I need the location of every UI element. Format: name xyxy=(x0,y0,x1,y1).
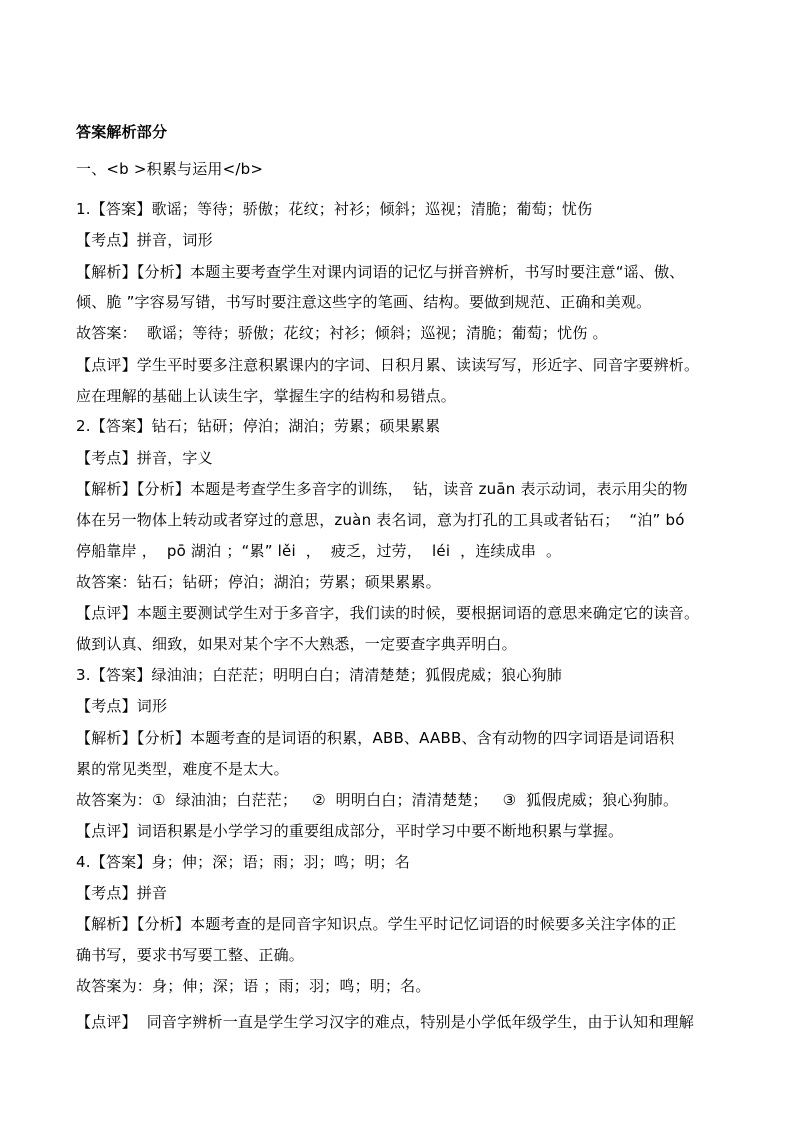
text-line: 倾、脆 ”字容易写错，书写时要注意这些字的笔画、结构。要做到规范、正确和美观。 xyxy=(76,293,652,311)
text-line: 【点评】词语积累是小学学习的重要组成部分，平时学习中要不断地积累与掌握。 xyxy=(76,822,624,840)
text-line: 1.【答案】歌谣；等待；骄傲；花纹；衬衫；倾斜；巡视；清脆；葡萄；忧伤 xyxy=(76,200,593,218)
section-heading: 一、<b >积累与运用</b> xyxy=(76,160,264,178)
text-line: 3.【答案】绿油油；白茫茫；明明白白；清清楚楚；狐假虎威；狼心狗肺 xyxy=(76,666,562,684)
text-line: 故答案： 歌谣；等待；骄傲；花纹；衬衫；倾斜；巡视；清脆；葡萄；忧伤 。 xyxy=(76,324,608,342)
text-line: 【点评】本题主要测试学生对于多音字，我们读的时候，要根据词语的意思来确定它的读音。 xyxy=(76,604,700,622)
text-line: 故答案为：① 绿油油；白茫茫； ② 明明白白；清清楚楚； ③ 狐假虎威；狼心狗肺。 xyxy=(76,791,679,809)
text-line: 【解析】【分析】本题考查的是词语的积累，ABB、AABB、含有动物的四字词语是词语积 xyxy=(76,729,675,747)
text-line: 【点评】 同音字辨析一直是学生学习汉字的难点，特别是小学低年级学生，由于认知和理解 xyxy=(76,1013,694,1031)
text-line: 【解析】【分析】本题主要考查学生对课内词语的记忆与拼音辨析，书写时要注意“谣、傲、 xyxy=(76,263,685,281)
text-line: 【解析】【分析】本题是考查学生多音字的训练， 钻，读音 zuān 表示动词，表示用尖的物 xyxy=(76,480,688,498)
text-line: 故答案为：身；伸；深；语 ；雨；羽；鸣；明；名。 xyxy=(76,977,431,995)
text-line: 应在理解的基础上认读生字，掌握生字的结构和易错点。 xyxy=(76,387,457,405)
text-line: 确书写，要求书写要工整、正确。 xyxy=(76,946,305,964)
text-line: 2.【答案】钻石；钻研；停泊；湖泊；劳累；硕果累累 xyxy=(76,417,441,435)
text-line: 做到认真、细致，如果对某个字不大熟悉，一定要查字典弄明白。 xyxy=(76,635,517,653)
text-line: 停船靠岸 ， pō 湖泊 ；“累” lěi ， 疲乏，过劳， léi ，连续成串 。 xyxy=(76,542,562,560)
text-line: 【解析】【分析】本题考查的是同音字知识点。学生平时记忆词语的时候要多关注字体的正 xyxy=(76,915,677,933)
text-line: 【点评】学生平时要多注意积累课内的字词、日积月累、读读写写，形近字、同音字要辨析。 xyxy=(76,356,700,374)
text-line: 故答案：钻石；钻研；停泊；湖泊；劳累；硕果累累。 xyxy=(76,573,441,591)
text-line: 【考点】拼音 xyxy=(76,884,168,902)
text-line: 4.【答案】身；伸；深；语；雨；羽；鸣；明；名 xyxy=(76,853,410,871)
text-line: 累的常见类型，难度不是太大。 xyxy=(76,760,289,778)
document-title: 答案解析部分 xyxy=(76,123,168,141)
text-line: 体在另一物体上转动或者穿过的意思，zuàn 表名词，意为打孔的工具或者钻石； “泊” bó xyxy=(76,511,685,529)
text-line: 【考点】拼音，词形 xyxy=(76,231,213,249)
text-line: 【考点】拼音，字义 xyxy=(76,449,213,467)
text-line: 【考点】词形 xyxy=(76,697,168,715)
